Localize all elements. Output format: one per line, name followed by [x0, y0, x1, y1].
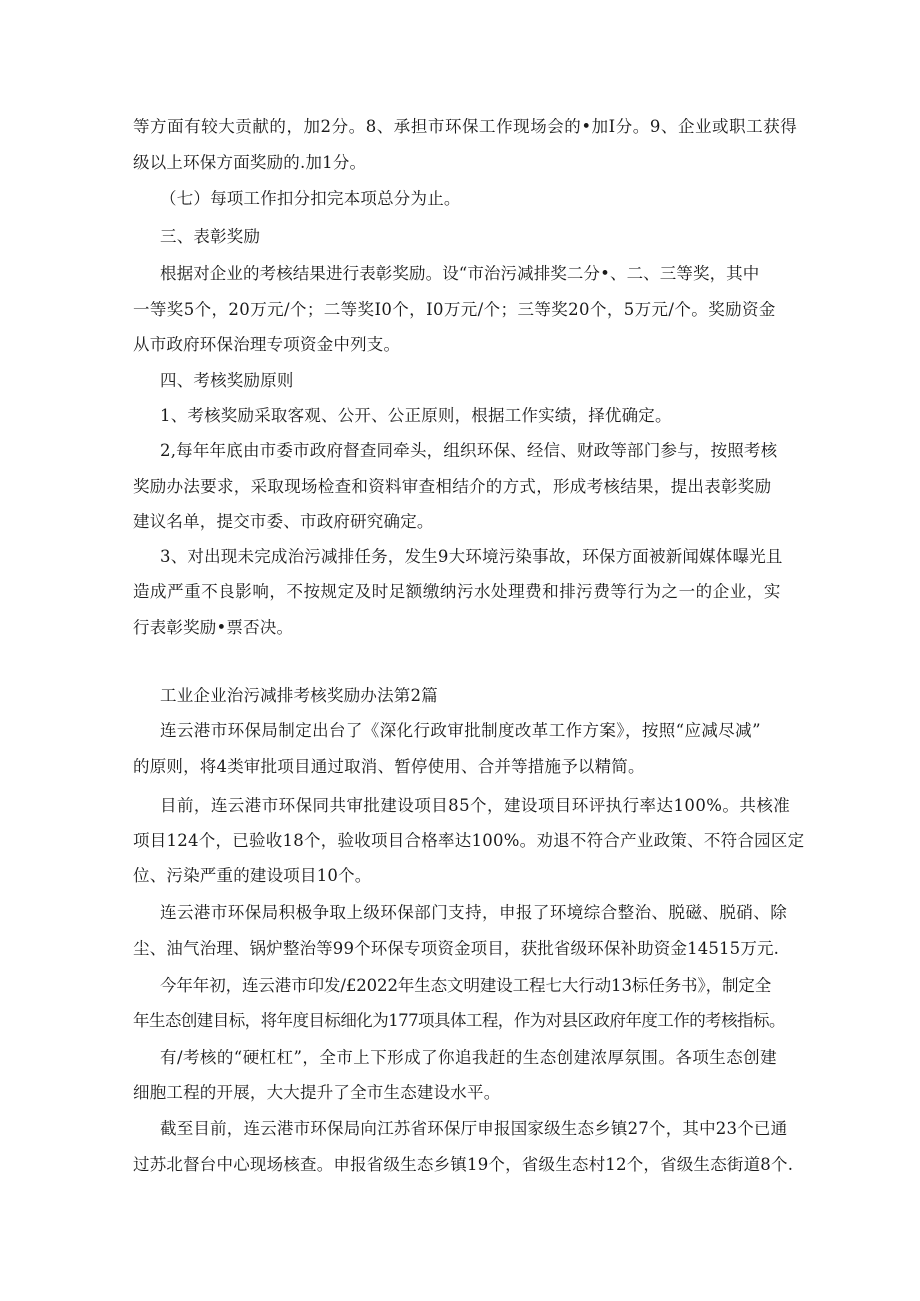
text-line: 级以上环保方面奖励的.加1分。 — [133, 153, 367, 172]
text-line: 位、污染严重的建设项目10个。 — [133, 866, 372, 885]
text-line: 2,每年年底由市委市政府督查同牵头，组织环保、经信、财政等部门参与，按照考核 — [160, 441, 778, 460]
text-line: （七）每项工作扣分扣完本项总分为止。 — [160, 189, 461, 208]
text-line: 1、考核奖励采取客观、公开、公正原则，根据工作实绩，择优确定。 — [160, 406, 672, 425]
text-line: 从市政府环保治理专项资金中列支。 — [133, 335, 401, 354]
text-line: 建议名单，提交市委、市政府研究确定。 — [133, 512, 434, 531]
text-line: 项目124个，已验收18个，验收项目合格率达100%。劝退不符合产业政策、不符合园区定 — [133, 831, 805, 850]
text-line: 细胞工程的开展，大大提升了全市生态建设水平。 — [133, 1083, 501, 1102]
text-line: 连云港市环保局积极争取上级环保部门支持，申报了环境综合整治、脱磁、脱硝、除 — [160, 903, 788, 922]
text-line: 3、对出现未完成治污减排任务，发生9大环境污染事故，环保方面被新闻媒体曝光且 — [160, 547, 783, 566]
text-line: 连云港市环保局制定出台了《深化行政审批制度改革工作方案》，按照“应减尽减” — [160, 721, 761, 740]
text-line: 过苏北督台中心现场核查。申报省级生态乡镇19个，省级生态村12个，省级生态街道8个. — [133, 1155, 794, 1174]
text-line: 目前，连云港市环保同共审批建设项目85个，建设项目环评执行率达100%。共核准 — [160, 796, 791, 815]
text-line: 有/考核的“硬杠杠”，全市上下形成了你追我赶的生态创建浓厚氛围。各项生态创建 — [160, 1048, 778, 1067]
text-line: 等方面有较大贡献的，加2分。8、承担市环保工作现场会的•加I分。9、企业或职工获得 — [133, 117, 798, 136]
text-line: 截至目前，连云港市环保局向江苏省环保厅申报国家级生态乡镇27个，其中23个已通 — [160, 1119, 788, 1138]
text-line: 行表彰奖励•票否决。 — [133, 618, 294, 637]
text-line: 今年年初，连云港市印发/£2022年生态文明建设工程七大行动13标任务书》，制定全 — [160, 976, 772, 995]
text-line: 一等奖5个，20万元/个；二等奖I0个，I0万元/个；三等奖20个，5万元/个。奖励资金 — [133, 300, 776, 319]
text-line: 尘、油气治理、锅炉整治等99个环保专项资金项目，获批省级环保补助资金14515万元. — [133, 939, 780, 958]
article-title: 工业企业治污减排考核奖励办法第2篇 — [160, 686, 438, 705]
text-line: 造成严重不良影响，不按规定及时足额缴纳污水处理费和排污费等行为之一的企业，实 — [133, 582, 781, 601]
section-heading: 四、考核奖励原则 — [160, 371, 294, 390]
text-line: 的原则，将4类审批项目通过取消、暂停使用、合并等措施予以精简。 — [133, 757, 645, 776]
text-line: 奖励办法要求，采取现场检查和资料审查相结介的方式，形成考核结果，提出表彰奖励 — [133, 477, 772, 496]
section-heading: 三、表彰奖励 — [160, 227, 261, 246]
text-line: 根据对企业的考核结果进行表彰奖励。设“市治污减排奖二分•、二、三等奖，其中 — [160, 264, 760, 283]
text-line: 年生态创建目标，将年度目标细化为177项具体工程，作为对县区政府年度工作的考核指标。 — [133, 1011, 785, 1030]
